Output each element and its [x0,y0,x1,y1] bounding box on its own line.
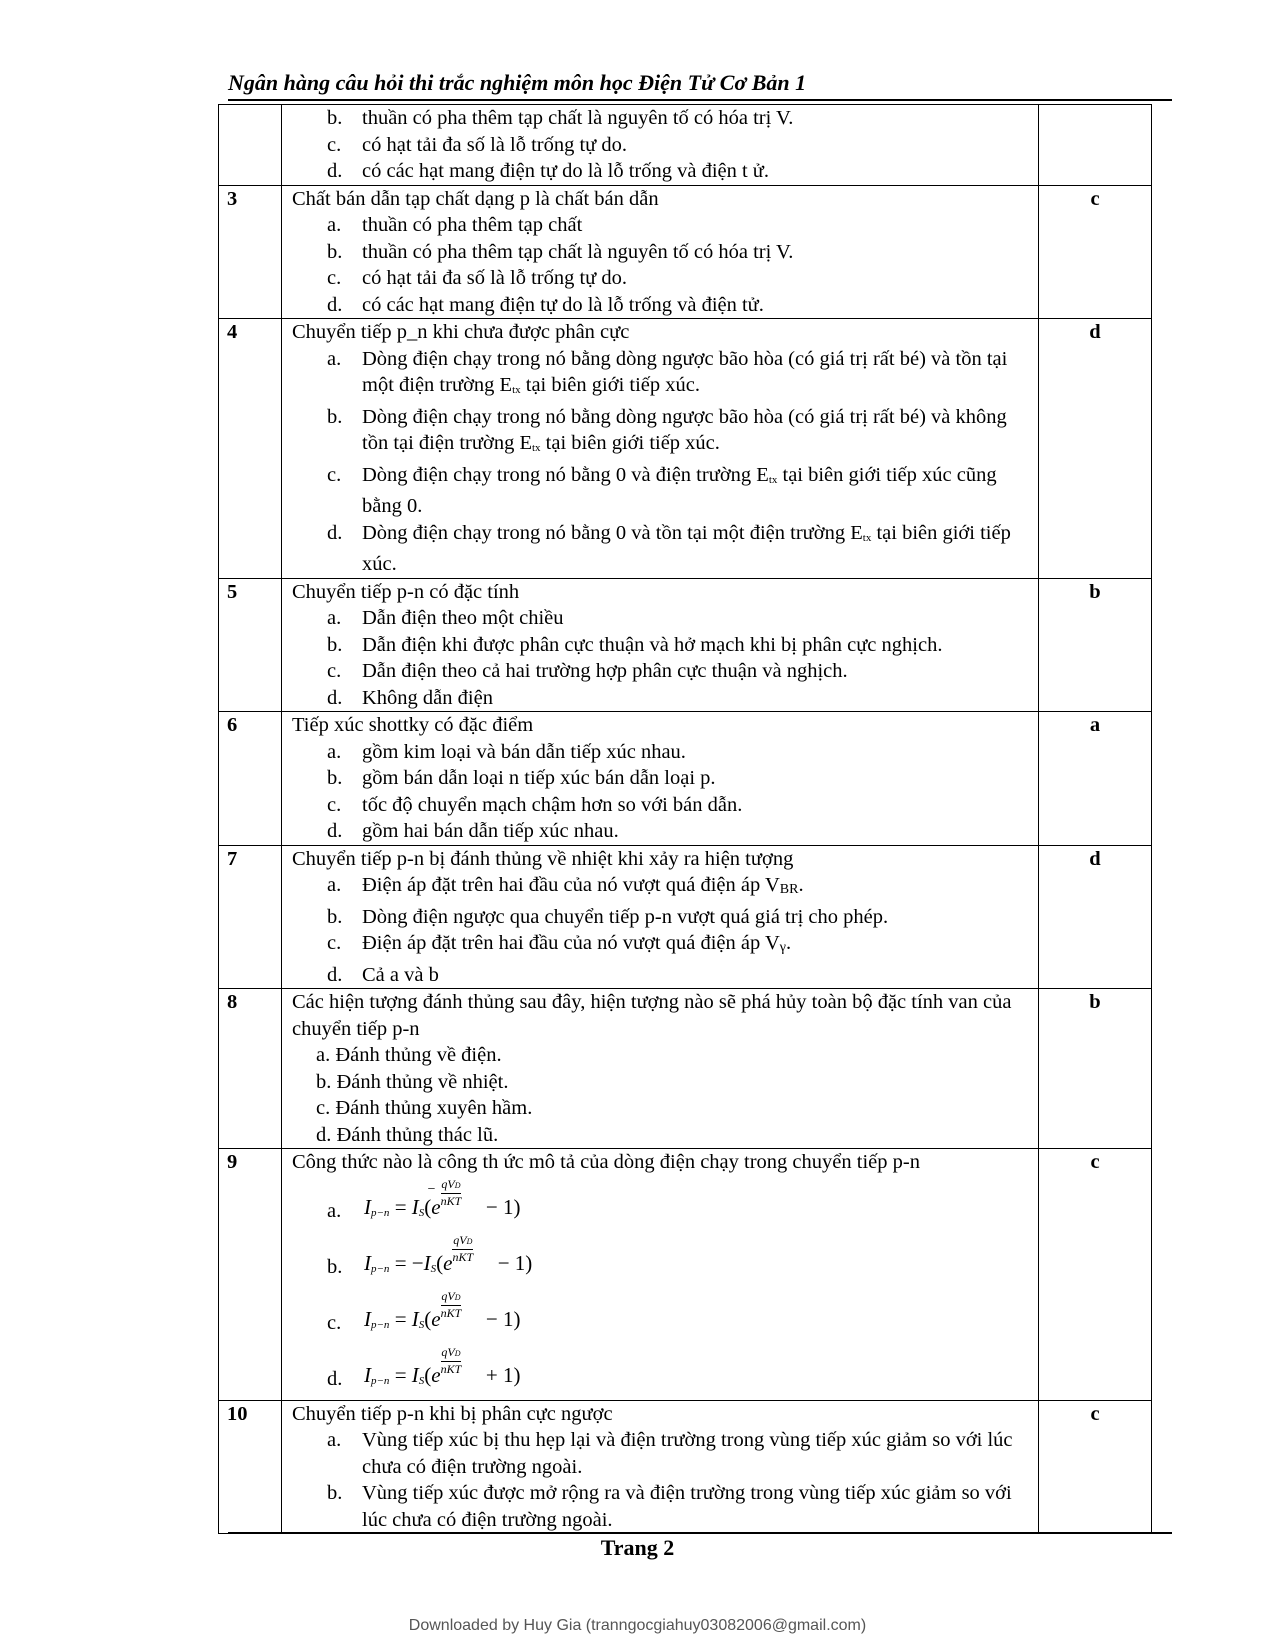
question-number: 3 [219,185,282,319]
question-number: 6 [219,712,282,846]
table-row [219,1149,1152,1401]
question-table [218,104,1152,1534]
option-b: b. Dòng điện chạy trong nó bằng dòng ngược bão hòa (có giá trị rất bé) và không tồn tại điện trường Etx tại biên giới tiếp xúc. [327,405,1007,454]
option-c: c. Dòng điện chạy trong nó bằng 0 và điện trường Etx tại biên giới tiếp xúc cũng bằng 0. [327,463,997,517]
question-text: Chuyển tiếp p-n khi bị phân cực ngược [292,1402,613,1425]
answer-key: b [1039,989,1152,1149]
answer-key: a [1039,712,1152,846]
option-d: d. Ip−n = IS(e qVD nKT + 1) [292,1344,1030,1400]
page-number: Trang 2 [600,1535,675,1560]
option-c: c. Điện áp đặt trên hai đầu của nó vượt quá điện áp Vγ. [327,932,792,955]
formula-a: Ip−n = IS(e − qVD nKT − 1) [364,1176,521,1219]
question-number: 5 [219,578,282,712]
option-a: a. Đánh thủng về điện. [316,1044,502,1066]
table-row [219,578,1152,712]
option-d: d. Cả a và b [327,963,439,986]
option-d: d. Dòng điện chạy trong nó bằng 0 và tồn tại một điện trường Etx tại biên giới tiếp xúc. [327,521,1011,575]
table-row [219,989,1152,1149]
option-c: c. có hạt tải đa số là lỗ trống tự do. [327,133,628,156]
option-b: b. thuần có pha thêm tạp chất là nguyên tố có hóa trị V. [327,107,794,129]
table-row [219,185,1152,319]
formula-d: Ip−n = IS(e qVD nKT + 1) [364,1344,521,1387]
option-b: b. Đánh thủng về nhiệt. [316,1070,509,1093]
table-row [219,1400,1152,1534]
download-note: Downloaded by Huy Gia (tranngocgiahuy03082006@gmail.com) [408,1617,867,1634]
answer-key: b [1039,578,1152,712]
question-text: Chất bán dẫn tạp chất dạng p là chất bán dẫn [292,187,659,210]
table-row [219,712,1152,846]
formula-c: Ip−n = IS(e qVD nKT − 1) [364,1288,521,1331]
option-d: d. gồm hai bán dẫn tiếp xúc nhau. [327,820,619,842]
question-text: Công thức nào là công th ức mô tả của dòng điện chạy trong chuyển tiếp p-n [292,1151,920,1173]
option-d: d. có các hạt mang điện tự do là lỗ trống và điện tử. [327,293,764,316]
table-row [219,845,1152,989]
answer-key: c [1039,1400,1152,1534]
option-a: a. gồm kim loại và bán dẫn tiếp xúc nhau. [327,740,686,763]
header-rule [228,99,1172,101]
question-text: Chuyển tiếp p-n có đặc tính [292,580,520,603]
answer-key: c [1039,185,1152,319]
answer-key: d [1039,845,1152,989]
option-c: c. có hạt tải đa số là lỗ trống tự do. [327,267,628,289]
question-number: 9 [219,1149,282,1401]
page-header: Ngân hàng câu hỏi thi trắc nghiệm môn học Điện Tử Cơ Bản 1 [228,70,807,95]
formula-b: Ip−n = −IS(e qVD nKT − 1) [364,1232,533,1275]
option-a: a. Ip−n = IS(e − qVD nKT − 1) [292,1176,1030,1232]
option-b: b. Ip−n = −IS(e qVD nKT − 1) [292,1232,1030,1288]
option-b: b. gồm bán dẫn loại n tiếp xúc bán dẫn loại p. [327,767,716,789]
question-text: Chuyển tiếp p_n khi chưa được phân cực [292,321,630,343]
option-a: a. Dẫn điện theo một chiều [327,607,564,629]
answer-key: c [1039,1149,1152,1401]
option-a: a. thuần có pha thêm tạp chất [327,214,583,236]
question-number: 7 [219,845,282,989]
option-a: a. Vùng tiếp xúc bị thu hẹp lại và điện trường trong vùng tiếp xúc giảm so với lúc chưa có điện trường ngoài. [327,1429,1013,1478]
question-text: Tiếp xúc shottky có đặc điểm [292,714,534,736]
option-c: c. tốc độ chuyển mạch chậm hơn so với bán dẫn. [327,793,743,816]
option-b: b. Dẫn điện khi được phân cực thuận và hở mạch khi bị phân cực nghịch. [327,633,943,656]
option-b: b. Dòng điện ngược qua chuyển tiếp p-n vượt quá giá trị cho phép. [327,905,889,928]
option-a: a. Điện áp đặt trên hai đầu của nó vượt quá điện áp VBR. [327,874,804,897]
option-b: b. Vùng tiếp xúc được mở rộng ra và điện trường trong vùng tiếp xúc giảm so với lúc chưa có điện trường ngoài. [327,1482,1012,1531]
question-text: Các hiện tượng đánh thủng sau đây, hiện tượng nào sẽ phá hủy toàn bộ đặc tính van của chuyển tiếp p-n [292,991,1012,1040]
question-number: 8 [219,989,282,1149]
option-b: b. thuần có pha thêm tạp chất là nguyên tố có hóa trị V. [327,240,794,263]
question-number: 4 [219,319,282,579]
option-d: d. có các hạt mang điện tự do là lỗ trống và điện t ử. [327,160,770,182]
option-d: d. Không dẫn điện [327,686,493,709]
answer-key: d [1039,319,1152,579]
question-number: 10 [219,1400,282,1534]
option-a: a. Dòng điện chạy trong nó bằng dòng ngược bão hòa (có giá trị rất bé) và tồn tại một điện trường Etx tại biên giới tiếp xúc. [327,347,1008,396]
question-text: Chuyển tiếp p-n bị đánh thủng về nhiệt khi xảy ra hiện tượng [292,847,794,870]
option-c: c. Đánh thủng xuyên hầm. [316,1097,533,1119]
option-c: c. Dẫn điện theo cả hai trường hợp phân cực thuận và nghịch. [327,660,848,682]
option-d: d. Đánh thủng thác lũ. [316,1123,499,1146]
option-c: c. Ip−n = IS(e qVD nKT − 1) [292,1288,1030,1344]
table-row [219,105,1152,186]
footer-rule [228,1532,1172,1534]
table-row [219,319,1152,579]
